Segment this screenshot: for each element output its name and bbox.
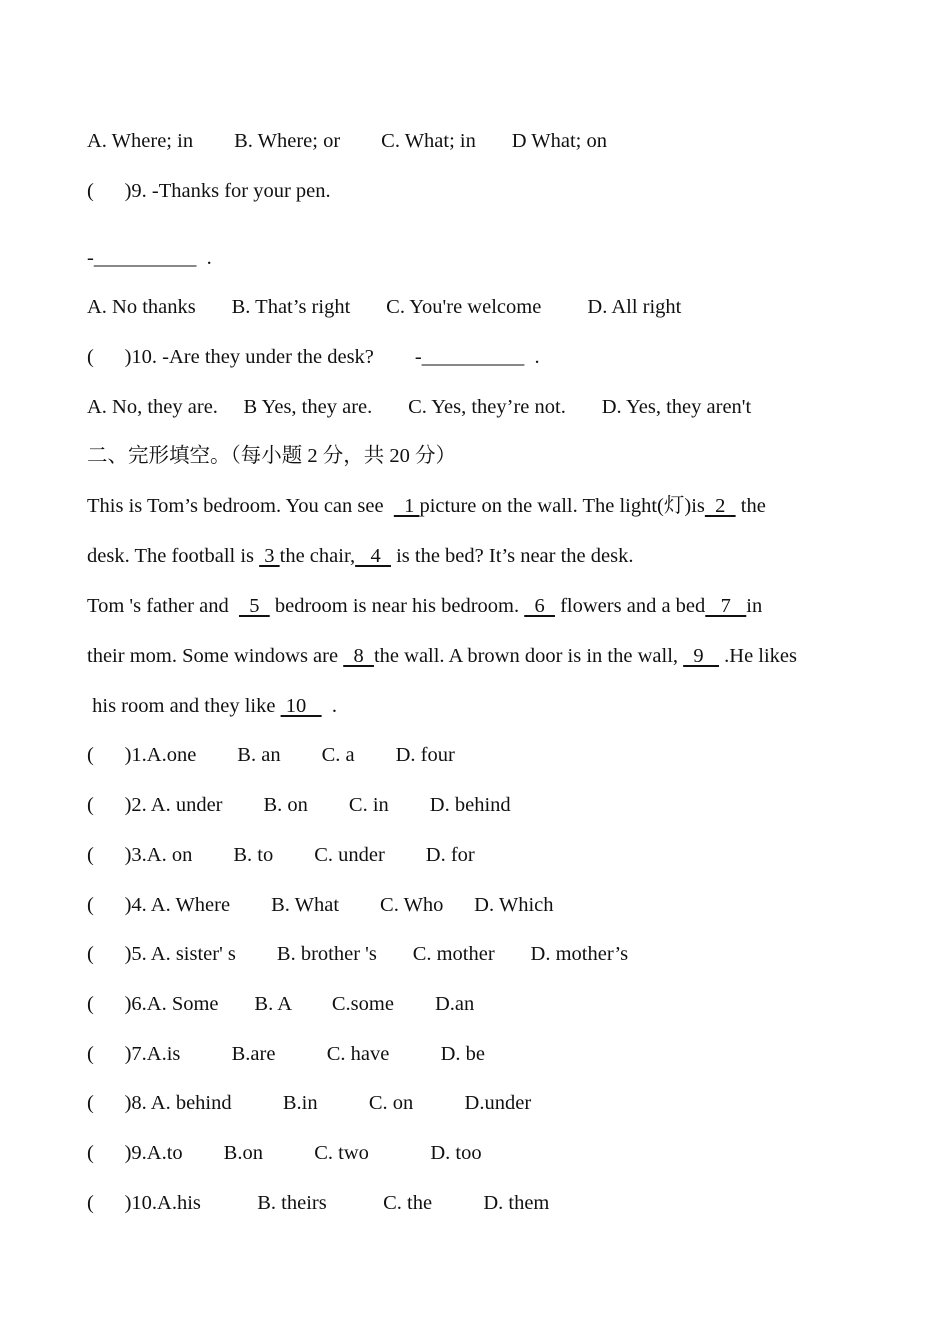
cloze-q9-options: ( )9.A.to B.on C. two D. too	[87, 1142, 482, 1164]
passage-line-1: This is Tom’s bedroom. You can see 1 picture on the wall. The light(灯)is 2 the	[87, 495, 766, 517]
q10-options: A. No, they are. B Yes, they are. C. Yes, they’re not. D. Yes, they aren't	[87, 396, 752, 418]
q9-options: A. No thanks B. That’s right C. You're welcome D. All right	[87, 296, 682, 318]
blank-5: 5	[238, 595, 270, 617]
cloze-q8-options: ( )8. A. behind B.in C. on D.under	[87, 1092, 532, 1114]
blank-1: 1	[393, 495, 420, 517]
blank-2: 2	[704, 495, 736, 517]
cloze-q2-options: ( )2. A. under B. on C. in D. behind	[87, 794, 511, 816]
q10-question: ( )10. -Are they under the desk? -__________ .	[87, 346, 540, 368]
answer-blank: __________	[93, 247, 197, 269]
cloze-q1-options: ( )1.A.one B. an C. a D. four	[87, 744, 455, 766]
passage-line-3: Tom 's father and 5 bedroom is near his bedroom. 6 flowers and a bed 7 in	[87, 595, 763, 617]
blank-9: 9	[683, 645, 720, 667]
blank-3: 3	[259, 545, 280, 567]
q8-options: A. Where; in B. Where; or C. What; in D What; on	[87, 130, 608, 152]
section-heading-cloze: 二、完形填空。（每小题 2 分，共 20 分）	[87, 445, 456, 467]
q9-question: ( )9. -Thanks for your pen.	[87, 180, 331, 202]
blank-8: 8	[343, 645, 374, 667]
cloze-q5-options: ( )5. A. sister' s B. brother 's C. mother D. mother’s	[87, 943, 629, 965]
cloze-q10-options: ( )10.A.his B. theirs C. the D. them	[87, 1192, 550, 1214]
blank-6: 6	[524, 595, 555, 617]
cloze-q6-options: ( )6.A. Some B. A C.some D.an	[87, 993, 475, 1015]
blank-4: 4	[355, 545, 391, 567]
answer-blank: __________	[421, 346, 525, 368]
passage-line-2: desk. The football is 3 the chair, 4 is the bed? It’s near the desk.	[87, 545, 634, 567]
cloze-q3-options: ( )3.A. on B. to C. under D. for	[87, 844, 475, 866]
cloze-q4-options: ( )4. A. Where B. What C. Who D. Which	[87, 894, 554, 916]
cloze-q7-options: ( )7.A.is B.are C. have D. be	[87, 1043, 485, 1065]
blank-7: 7	[705, 595, 747, 617]
passage-line-5: his room and they like 10 .	[87, 695, 337, 717]
blank-10: 10	[280, 695, 322, 717]
passage-line-4: their mom. Some windows are 8 the wall. A brown door is in the wall, 9 .He likes	[87, 645, 798, 667]
q9-answer-blank: -__________ .	[87, 247, 212, 269]
